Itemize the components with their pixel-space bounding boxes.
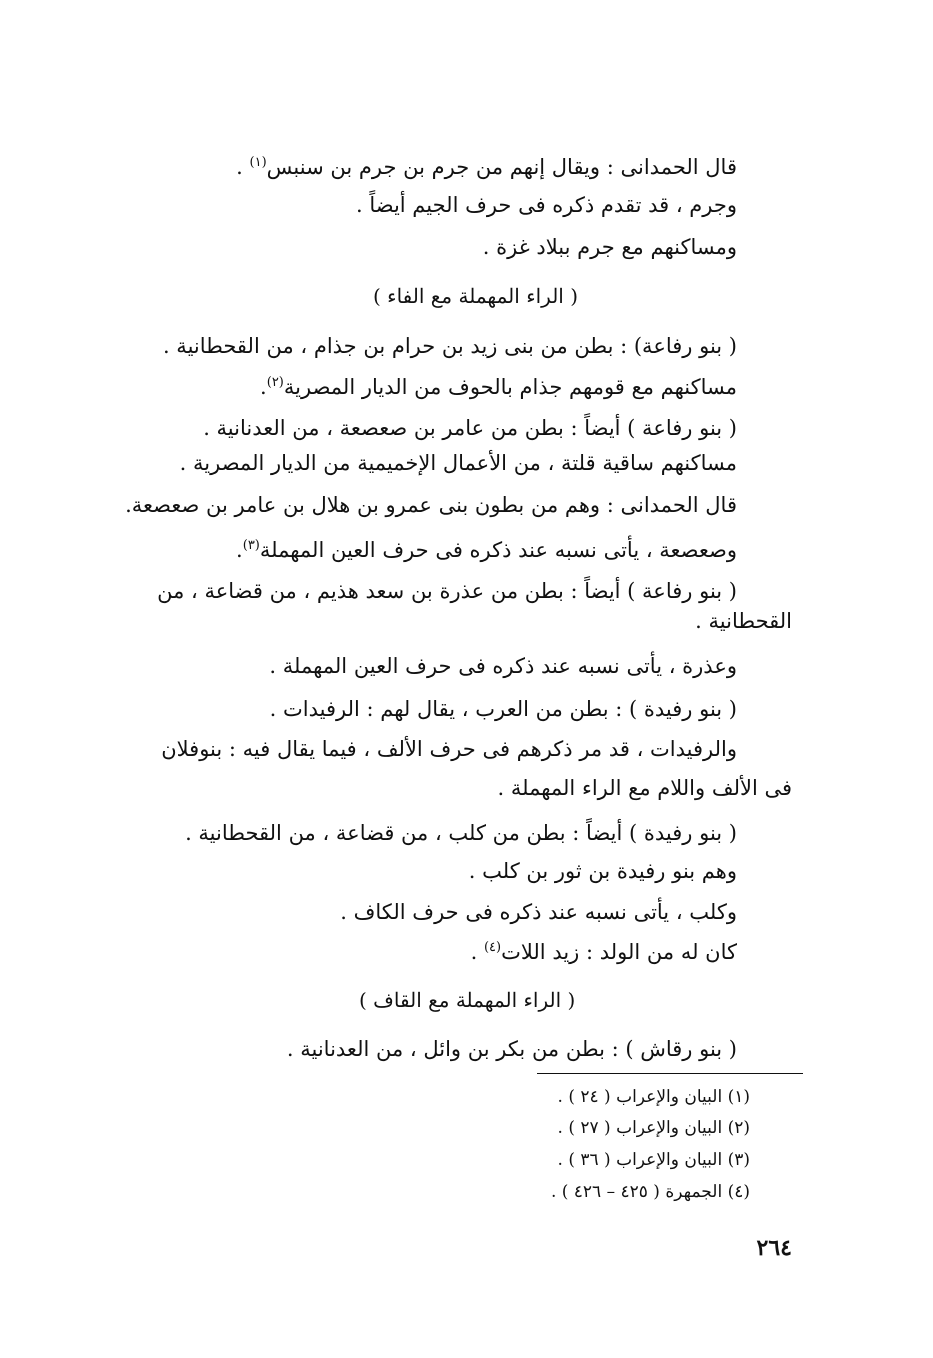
footnote-ref-2[interactable]: (٢) [266,375,284,390]
section-heading-ra-fa: ( الراء المهملة مع الفاء ) [373,284,578,308]
text-line-12: وعذرة ، يأتى نسبه عند ذكره فى حرف العين المهملة . [269,654,737,678]
text-line-9: وصعصعة ، يأتى نسبه عند ذكره فى حرف العين المهملة$^{(٣)}$. [236,538,737,562]
text-line-6: ( بنو رفاعة ) أيضاً : بطن من عامر بن صعصعة ، من العدنانية . [203,416,737,440]
text-line-2: وجرم ، قد تقدم ذكره فى حرف الجيم أيضاً . [355,193,737,217]
footnote-3: (٣) البيان والإعراب ( ٣٦ ) . [557,1150,750,1170]
footnote-2: (٢) البيان والإعراب ( ٢٧ ) . [557,1118,750,1138]
text-line-3: ومساكنهم مع جرم ببلاد غزة . [482,235,737,259]
text-line-10: ( بنو رفاعة ) أيضاً : بطن من عذرة بن سعد هذيم ، من قضاعة ، من [157,579,737,603]
footnote-divider [537,1073,803,1074]
text-line-17: وهم بنو رفيدة بن ثور بن كلب . [468,859,737,883]
text-line-16: ( بنو رفيدة ) أيضاً : بطن من كلب ، من قضاعة ، من القحطانية . [185,821,737,845]
text-line-14: والرفيدات ، قد مر ذكرهم فى حرف الألف ، فيما يقال فيه : بنوفلان [161,737,737,761]
text-line-11: القحطانية . [695,609,792,633]
text-line-13: ( بنو رفيدة ) : بطن من العرب ، يقال لهم : الرفيدات . [269,697,737,721]
footnote-ref-3[interactable]: (٣) [242,538,260,553]
text-line-19: كان له من الولد : زيد اللات$^{(٤)}$ . [470,940,737,964]
footnote-1: (١) البيان والإعراب ( ٢٤ ) . [557,1087,750,1107]
footnote-ref-4[interactable]: (٤) [483,940,502,955]
text-line-4: ( بنو رفاعة) : بطن من بنى زيد بن حرام بن جذام ، من القحطانية . [162,334,737,358]
footnote-ref-1[interactable]: (١) [249,155,267,170]
text-line-18: وكلب ، يأتى نسبه عند ذكره فى حرف الكاف . [340,900,737,924]
page-number: ٢٦٤ [756,1235,792,1261]
text-line-20: ( بنو رقاش ) : بطن من بكر بن وائل ، من العدنانية . [286,1037,737,1061]
text-line-8: قال الحمدانى : وهم من بطون بنى عمرو بن هلال بن عامر بن صعصعة. [125,493,737,517]
text-line-7: مساكنهم ساقية قلتة ، من الأعمال الإخميمية من الديار المصرية . [179,451,737,475]
text-line-15: فى الألف واللام مع الراء المهملة . [497,776,792,800]
section-heading-ra-qaf: ( الراء المهملة مع القاف ) [359,988,576,1012]
footnote-4: (٤) الجمهرة ( ٤٢٥ – ٤٢٦ ) . [550,1182,750,1202]
text-line-1: قال الحمدانى : ويقال إنهم من جرم بن جرم بن سنبس$^{(١)}$ . [236,155,737,179]
text-line-5: مساكنهم مع قومهم جذام بالحوف من الديار المصرية$^{(٢)}$. [260,375,737,399]
